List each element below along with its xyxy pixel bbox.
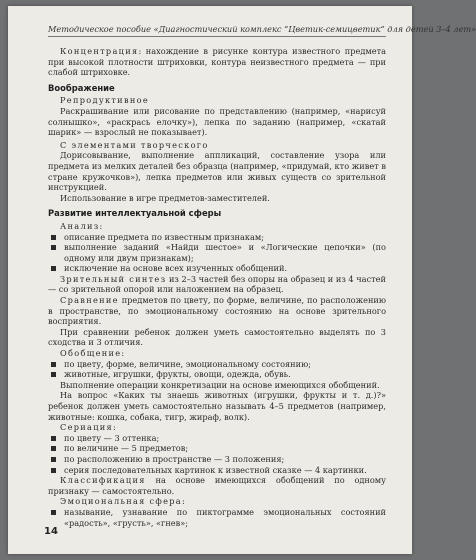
comparison-text: предметов по цвету, по форме, величине, по расположению в пространстве, по эмоциональному состоянию на основе зрительного восприятия.: [48, 295, 386, 327]
synthesis-text: из 2–3 частей без опоры на образец и из 4 частей — со зрительной опорой или наложением на образец.: [48, 273, 386, 295]
comparison-lead: Сравнение: [60, 295, 119, 306]
classification-text: на основе имеющихся обобщений по одному признаку — самостоятельно.: [48, 475, 386, 496]
creative-paragraph: Дорисовывание, выполнение аппликаций, составление узора или предмета из мелких деталей без образца (например, «придумай, кто живет в стране кружочков»), лепка предметов или живых существ со зрительной инструкцией.: [48, 150, 386, 193]
question-paragraph: На вопрос «Каких ты знаешь животных (игрушки, фрукты и т. д.)?» ребенок должен уметь самостоятельно называть 4–5 предметов (например, животные: кошка, собака, тигр, жираф, волк).: [48, 390, 386, 422]
reproductive-subheading: Репродуктивное: [60, 95, 149, 106]
generalization-subheading: Обобщение:: [60, 348, 126, 359]
imagination-heading: Воображение: [48, 82, 115, 93]
running-header: Методическое пособие «Диагностический комплекс “Цветик-семицветик” для детей 3–4 лет»: [48, 24, 386, 37]
emotional-subheading: Эмоциональная сфера:: [60, 496, 187, 507]
concentration-lead: Концентрация: [60, 46, 139, 56]
classification-lead: Классификация: [60, 475, 146, 486]
page-content: [48, 46, 386, 528]
synthesis-paragraph: [48, 274, 386, 295]
concentration-paragraph: [48, 46, 386, 78]
comparison-paragraph: [48, 295, 386, 327]
reproductive-paragraph: Раскрашивание или рисование по представлению (например, «нарисуй солнышко», «раскрась елочку»), лепка по заданию (например, «скатай шарик» — взрослый не показывает).: [48, 105, 386, 138]
list-item: по расположению в пространстве — 3 положения;: [48, 454, 386, 465]
emotional-list: [48, 507, 386, 528]
generalization-list: [48, 359, 386, 380]
list-item: по цвету — 3 оттенка;: [48, 433, 386, 444]
analysis-subheading: Анализ:: [60, 220, 104, 231]
list-item: по цвету, форме, величине, эмоциональному состоянию;: [48, 359, 386, 370]
seriation-subheading: Сериация:: [60, 422, 118, 433]
analysis-list: [48, 232, 386, 274]
list-item: называние, узнавание по пиктограмме эмоциональных состояний «радость», «грусть», «гнев»;: [48, 507, 386, 528]
concretization-paragraph: Выполнение операции конкретизации на основе имеющихся обобщений.: [60, 379, 380, 390]
intellect-heading: Развитие интеллектуальной сферы: [48, 208, 222, 219]
creative-subheading: С элементами творческого: [60, 139, 209, 150]
concentration-text: : нахождение в рисунке контура известного предмета при высокой плотности штриховки, контура неизвестного предмета — при слабой штриховке.: [48, 46, 386, 78]
page-number: 14: [44, 526, 58, 537]
substitutes-paragraph: Использование в игре предметов-заместителей.: [60, 192, 270, 203]
list-item: исключение на основе всех изученных обобщений.: [48, 263, 386, 274]
seriation-list: [48, 433, 386, 475]
document-page: [8, 6, 476, 554]
synthesis-lead: Зрительный синтез: [60, 273, 167, 284]
classification-paragraph: [48, 475, 386, 496]
list-item: животные, игрушки, фрукты, овощи, одежда, обувь.: [48, 369, 386, 380]
list-item: выполнение заданий «Найди шестое» и «Логические цепочки» (по одному или двум признакам);: [48, 242, 386, 263]
comparison-note: При сравнении ребенок должен уметь самостоятельно выделять по 3 сходства и 3 отличия.: [48, 326, 386, 348]
list-item: описание предмета по известным признакам;: [48, 232, 386, 243]
list-item: серия последовательных картинок к известной сказке — 4 картинки.: [48, 465, 386, 476]
list-item: по величине — 5 предметов;: [48, 443, 386, 454]
